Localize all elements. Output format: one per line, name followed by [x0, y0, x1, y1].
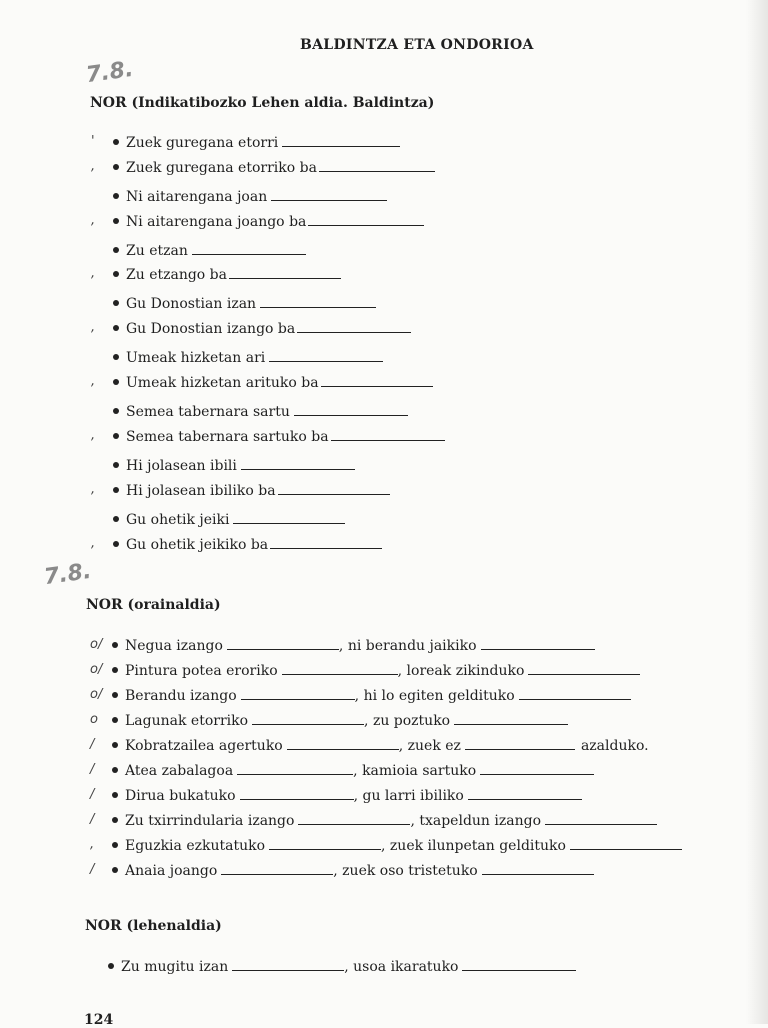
- list-item: [91, 536, 382, 556]
- answer-blank[interactable]: [287, 737, 399, 750]
- answer-blank[interactable]: [260, 295, 376, 308]
- exercise-text: Zu mugitu izan: [121, 959, 229, 975]
- answer-blank[interactable]: [241, 687, 355, 700]
- exercise-text: Gu ohetik jeikiko ba: [126, 537, 269, 553]
- exercise-text: Anaia joango: [125, 863, 218, 879]
- tick-mark: ,: [91, 320, 96, 335]
- exercise-text: , hi lo egiten geldituko: [354, 688, 515, 704]
- answer-blank[interactable]: [298, 812, 410, 825]
- bullet-icon: [112, 792, 118, 798]
- answer-blank[interactable]: [482, 862, 594, 875]
- bullet-icon: [113, 247, 119, 253]
- bullet-icon: [112, 817, 118, 823]
- bullet-icon: [113, 541, 119, 547]
- exercise-text: Hi jolasean ibiliko ba: [126, 483, 276, 499]
- list-item: [90, 637, 595, 657]
- exercise-text: Zuek guregana etorriko ba: [126, 160, 317, 176]
- answer-blank[interactable]: [528, 662, 640, 675]
- exercise-text: , zuek ilunpetan geldituko: [381, 838, 566, 854]
- list-item: [113, 242, 306, 262]
- section-title-lehenaldia: NOR (lehenaldia): [85, 918, 222, 934]
- answer-blank[interactable]: [321, 374, 433, 387]
- exercise-text: Gu Donostian izango ba: [126, 321, 296, 337]
- tick-mark: o/: [90, 687, 103, 702]
- tick-mark: o: [90, 712, 98, 727]
- exercise-text: Hi jolasean ibili: [126, 458, 237, 474]
- tick-mark: /: [90, 812, 95, 827]
- list-item: [91, 482, 390, 502]
- bullet-icon: [112, 767, 118, 773]
- answer-blank[interactable]: [271, 188, 387, 201]
- answer-blank[interactable]: [232, 958, 344, 971]
- tick-mark: ': [91, 134, 95, 149]
- answer-blank[interactable]: [319, 159, 435, 172]
- answer-blank[interactable]: [331, 428, 445, 441]
- exercise-text: Umeak hizketan ari: [126, 350, 266, 366]
- list-item: [113, 511, 345, 531]
- exercise-text: , txapeldun izango: [410, 813, 541, 829]
- answer-blank[interactable]: [481, 637, 595, 650]
- section-title-indikatiboa: NOR (Indikatibozko Lehen aldia. Baldintza): [90, 95, 435, 111]
- answer-blank[interactable]: [269, 837, 381, 850]
- answer-blank[interactable]: [278, 482, 390, 495]
- exercise-text: , zu poztuko: [364, 713, 451, 729]
- bullet-icon: [112, 667, 118, 673]
- answer-blank[interactable]: [308, 213, 424, 226]
- answer-blank[interactable]: [480, 762, 594, 775]
- answer-blank[interactable]: [269, 349, 383, 362]
- handwritten-note-2: 7.8.: [42, 558, 93, 591]
- list-item: [90, 662, 640, 682]
- exercise-text: Semea tabernara sartuko ba: [126, 429, 329, 445]
- tick-mark: o/: [90, 662, 103, 677]
- bullet-icon: [112, 742, 118, 748]
- exercise-text: Gu ohetik jeiki: [126, 512, 230, 528]
- bullet-icon: [112, 867, 118, 873]
- exercise-text: Ni aitarengana joan: [126, 189, 268, 205]
- tick-mark: ,: [91, 213, 96, 228]
- tick-mark: ,: [91, 536, 96, 551]
- list-item: [91, 159, 435, 179]
- exercise-text: , kamioia sartuko: [353, 763, 477, 779]
- tick-mark: /: [90, 762, 95, 777]
- bullet-icon: [113, 164, 119, 170]
- bullet-icon: [113, 433, 119, 439]
- bullet-icon: [113, 271, 119, 277]
- list-item: [113, 457, 355, 477]
- answer-blank[interactable]: [252, 712, 364, 725]
- answer-blank[interactable]: [454, 712, 568, 725]
- tick-mark: o/: [90, 637, 103, 652]
- exercise-text: , gu larri ibiliko: [353, 788, 464, 804]
- bullet-icon: [112, 642, 118, 648]
- list-item: [90, 787, 582, 807]
- answer-blank[interactable]: [519, 687, 631, 700]
- page-title: BALDINTZA ETA ONDORIOA: [300, 37, 534, 53]
- tick-mark: /: [90, 737, 95, 752]
- page-number: 124: [84, 1012, 114, 1028]
- tick-mark: /: [90, 787, 95, 802]
- exercise-text: Lagunak etorriko: [125, 713, 249, 729]
- exercise-text: , loreak zikinduko: [397, 663, 525, 679]
- exercise-text: Ni aitarengana joango ba: [126, 214, 307, 230]
- exercise-text: Pintura potea eroriko: [125, 663, 278, 679]
- answer-blank[interactable]: [282, 134, 400, 147]
- bullet-icon: [112, 717, 118, 723]
- exercise-text: Berandu izango: [125, 688, 237, 704]
- bullet-icon: [113, 218, 119, 224]
- exercise-text: Eguzkia ezkutatuko: [125, 838, 266, 854]
- answer-blank[interactable]: [233, 511, 345, 524]
- bullet-icon: [113, 462, 119, 468]
- list-item: [113, 188, 387, 208]
- exercise-text: , ni berandu jaikiko: [338, 638, 477, 654]
- answer-blank[interactable]: [462, 958, 576, 971]
- list-item: [108, 958, 576, 978]
- exercise-text: Zuek guregana etorri: [126, 135, 279, 151]
- bullet-icon: [113, 408, 119, 414]
- answer-blank[interactable]: [227, 637, 339, 650]
- list-item: [90, 762, 594, 782]
- exercise-text: Kobratzailea agertuko: [125, 738, 283, 754]
- tick-mark: ,: [91, 159, 96, 174]
- bullet-icon: [113, 139, 119, 145]
- tick-mark: ,: [90, 837, 95, 852]
- answer-blank[interactable]: [468, 787, 582, 800]
- tick-mark: /: [90, 862, 95, 877]
- answer-blank[interactable]: [465, 737, 575, 750]
- list-item: [90, 812, 657, 832]
- answer-blank[interactable]: [545, 812, 657, 825]
- tick-mark: ,: [91, 266, 96, 281]
- exercise-text: , usoa ikaratuko: [344, 959, 459, 975]
- list-item: [91, 374, 433, 394]
- bullet-icon: [113, 325, 119, 331]
- list-item: [90, 837, 682, 857]
- section-title-orainaldia: NOR (orainaldia): [86, 597, 221, 613]
- answer-blank[interactable]: [240, 787, 354, 800]
- list-item: [91, 320, 411, 340]
- list-item: [90, 712, 568, 732]
- bullet-icon: [113, 354, 119, 360]
- exercise-text: Atea zabalagoa: [125, 763, 234, 779]
- answer-blank[interactable]: [270, 536, 382, 549]
- answer-blank[interactable]: [282, 662, 398, 675]
- bullet-icon: [113, 516, 119, 522]
- list-item: [113, 295, 376, 315]
- bullet-icon: [113, 487, 119, 493]
- list-item: [113, 403, 408, 423]
- list-item: [113, 349, 383, 369]
- bullet-icon: [112, 692, 118, 698]
- exercise-text: Negua izango: [125, 638, 223, 654]
- list-item: [90, 862, 594, 882]
- exercise-text: Zu etzan: [126, 243, 188, 259]
- answer-blank[interactable]: [221, 862, 333, 875]
- list-item: [91, 134, 400, 154]
- bullet-icon: [113, 193, 119, 199]
- exercise-text: Semea tabernara sartu: [126, 404, 290, 420]
- bullet-icon: [113, 379, 119, 385]
- answer-blank[interactable]: [570, 837, 682, 850]
- exercise-text: , zuek ez: [398, 738, 461, 754]
- answer-blank[interactable]: [294, 403, 408, 416]
- exercise-text: Gu Donostian izan: [126, 296, 257, 312]
- answer-blank[interactable]: [237, 762, 353, 775]
- answer-blank[interactable]: [241, 457, 355, 470]
- tick-mark: ,: [91, 374, 96, 389]
- handwritten-note-1: 7.8.: [84, 56, 135, 89]
- exercise-text: Zu etzango ba: [126, 267, 227, 283]
- list-item: [90, 737, 649, 757]
- exercise-text: Zu txirrindularia izango: [125, 813, 295, 829]
- exercise-text: azalduko.: [580, 738, 649, 754]
- list-item: [91, 428, 445, 448]
- tick-mark: ,: [91, 428, 96, 443]
- answer-blank[interactable]: [192, 242, 306, 255]
- bullet-icon: [113, 300, 119, 306]
- exercise-text: Dirua bukatuko: [125, 788, 236, 804]
- bullet-icon: [108, 963, 114, 969]
- bullet-icon: [112, 842, 118, 848]
- list-item: [90, 687, 631, 707]
- answer-blank[interactable]: [297, 320, 411, 333]
- answer-blank[interactable]: [229, 266, 341, 279]
- page-edge-shadow: [746, 0, 768, 1024]
- list-item: [91, 213, 424, 233]
- exercise-text: , zuek oso tristetuko: [333, 863, 478, 879]
- exercise-text: Umeak hizketan arituko ba: [126, 375, 319, 391]
- tick-mark: ,: [91, 482, 96, 497]
- list-item: [91, 266, 341, 286]
